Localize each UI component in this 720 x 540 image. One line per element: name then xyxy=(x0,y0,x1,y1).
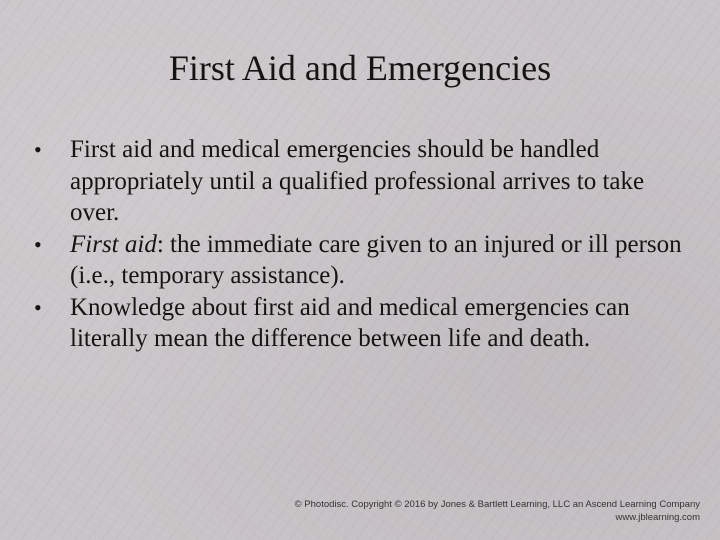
bullet-item xyxy=(34,229,694,292)
copyright-text: © Photodisc. Copyright © 2016 by Jones & Bartlett Learning, LLC an Ascend Learning Company xyxy=(294,499,700,510)
bullet-text: Knowledge about first aid and medical emergencies can literally mean the difference between life and death. xyxy=(70,293,630,352)
bullet-list xyxy=(34,134,694,355)
bullet-icon: • xyxy=(34,137,42,162)
slide-title: First Aid and Emergencies xyxy=(168,48,552,88)
bullet-text: : the immediate care given to an injured or ill person (i.e., temporary assistance). xyxy=(70,230,682,289)
publisher-url: www.jblearning.com xyxy=(615,512,700,523)
bullet-icon: • xyxy=(34,294,42,320)
bullet-term: First aid xyxy=(70,230,157,258)
bullet-item xyxy=(34,292,694,355)
copyright-notice xyxy=(295,498,700,524)
bullet-icon: • xyxy=(34,231,42,257)
bullet-text: First aid and medical emergencies should be handled appropriately until a qualified professional arrives to take over. xyxy=(70,136,645,226)
bullet-item xyxy=(34,134,694,229)
